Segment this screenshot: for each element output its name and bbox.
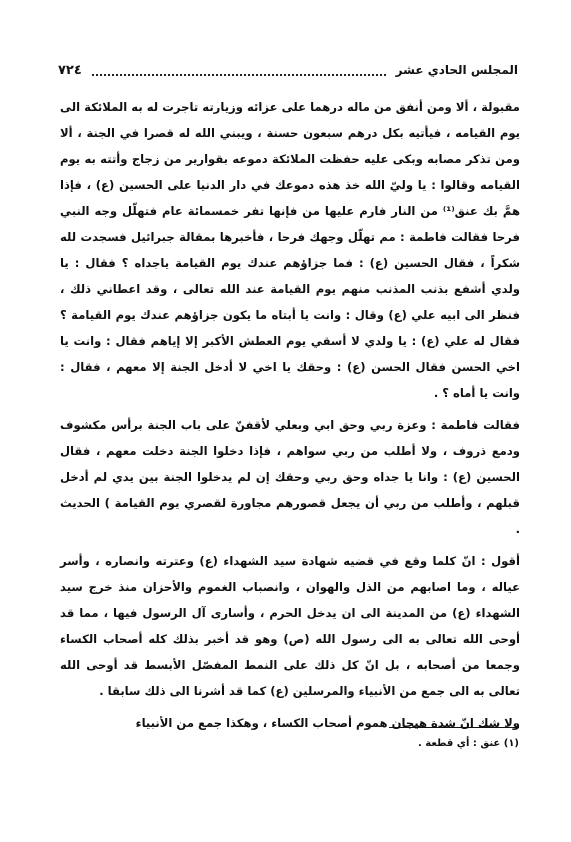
running-header [58,60,518,80]
paragraph: أقول : انّ كلما وقع في قضيه شهادة سيد الشهداء (ع) وعترته وانصاره ، وأسر عياله ، وما اصابهم من الذل والهوان ، وانصباب الغموم والأحزان منذ خرج سيد الشهداء (ع) من المدينة الى ان يدخل الحرم ، وأسارى آل الرسول فيها ، مما قد أوحى الله تعالى به الى رسول الله (ص) وهو قد أخبر بذلك كله أصحاب الكساء وجمعا من أصحابه ، بل انّ كل ذلك على النمط المفصّل الأبسط قد أوحى الله تعالى به الى جمع من الأنبياء والمرسلين (ع) كما قد أشرنا الى ذلك سابقا . [60,554,520,698]
chapter-title: المجلس الحادي عشر [395,63,518,77]
paragraph: فقالت فاطمة : وعزة ربي وحق ابي وبعلي لأقفنّ على باب الجنة برأس مكشوف ودمع ذروف ، ولا أطلب من ربي سواهم ، فإذا دخلوا الجنة دخلت معهم ، فقال الحسين (ع) : وانا يا جداه وحق ربي وحقك إن لم يدخلوا الجنة بين يدي لم أدخل قبلهم ، وأطلب من ربي أن يجعل قصورهم مجاورة لقصري يوم القيامة ) الحديث . [60,418,520,536]
footnote: (١) عنق : أي قطعة . [418,738,519,749]
paragraph: ولا شك انّ شدة هيجان هموم أصحاب الكساء ، وهكذا جمع من الأنبياء [135,716,520,730]
page-number: ٧٢٤ [58,62,82,78]
paragraph: مقبولة ، ألا ومن أنفق من ماله درهما على عزائه وزيارته تاجرت له به الملائكة الى يوم القيامه ، فيأتيه بكل درهم سبعون حسنة ، ويبني الله له قصرا في الجنة ، ألا ومن تذكر مصابه وبكى عليه حفظت الملائكة دموعه بقوارير من زجاج وأتته به يوم القيامه وقالوا : يا وليّ الله خذ هذه دموعك في دار الدنيا على الحسين (ع) ، فإذا همَّ بك عنق⁽¹⁾ من النار فارم عليها من فإنها تفر خمسمائة عام فتهلّل وجه النبي فرحا فقالت فاطمة : مم تهلّل وجهك فرحا ، فأخبرها بمقالة جبرائيل فسجدت لله شكراً ، فقال الحسين (ع) : فما جزاؤهم عندك يوم القيامة ياجداه ؟ فقال : يا ولدي أشفع بذنب المذنب منهم يوم القيامة عند الله تعالى ، وقد اعطاني ذلك ، فنظر الى ابيه علي (ع) وقال : وانت يا أبتاه ما يكون جزاؤهم عندك يوم القيامة ؟ فقال له علي (ع) : يا ولدي لا أسقي يوم العطش الأكبر إلا إياهم فقال : وانت يا اخي الحسن فقال الحسن (ع) : وحقك يا اخي لا أدخل الجنة إلا معهم ، فقال : وانت يا أماه ؟ . [60,100,520,400]
footnote-divider [389,727,519,728]
header-dotted-leader [92,65,386,76]
body-text [60,94,520,742]
